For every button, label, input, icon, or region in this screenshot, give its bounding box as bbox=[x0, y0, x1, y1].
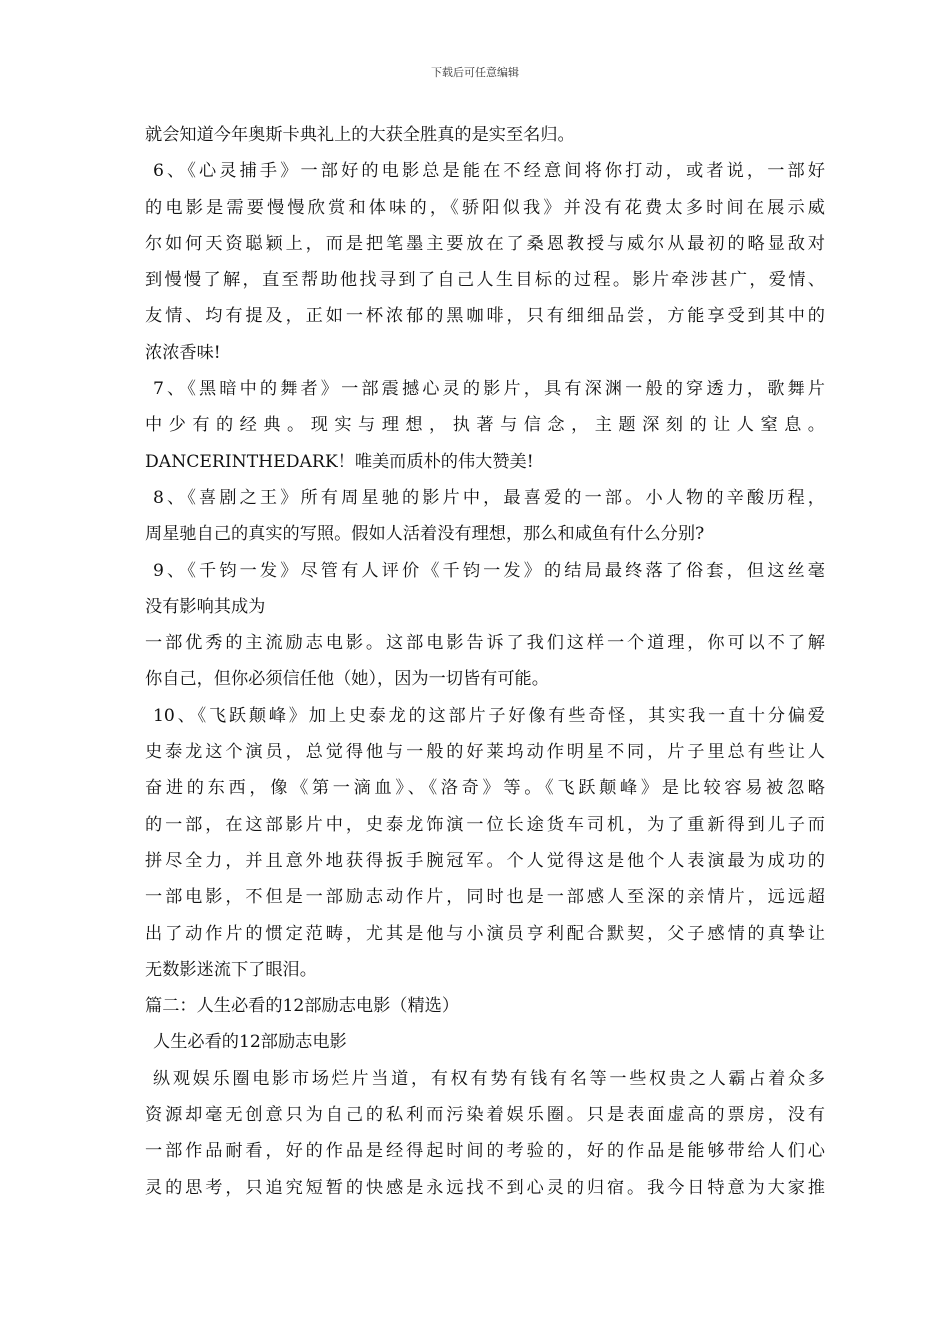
page-header: 下载后可任意编辑 bbox=[431, 66, 519, 79]
text-line: 尔如何天资聪颖上，而是把笔墨主要放在了桑恩教授与威尔从最初的略显敌对 bbox=[145, 233, 825, 254]
text-line: 9、《千钧一发》尽管有人评价《千钧一发》的结局最终落了俗套，但这丝毫 bbox=[153, 560, 825, 581]
text-line: 你自己，但你必须信任他（她），因为一切皆有可能。 bbox=[145, 669, 549, 690]
text-line: 一部优秀的主流励志电影。这部电影告诉了我们这样一个道理，你可以不了解 bbox=[145, 633, 825, 654]
text-line: DANCERINTHEDARK！唯美而质朴的伟大赞美! bbox=[145, 451, 534, 472]
text-line: 一部电影，不但是一部励志动作片，同时也是一部感人至深的亲情片，远远超 bbox=[145, 887, 825, 908]
text-line: 奋进的东西，像《第一滴血》、《洛奇》等。《飞跃颠峰》是比较容易被忽略 bbox=[145, 778, 825, 799]
text-line: 8、《喜剧之王》所有周星驰的影片中，最喜爱的一部。小人物的辛酸历程， bbox=[153, 487, 825, 508]
text-line: 10、《飞跃颠峰》加上史泰龙的这部片子好像有些奇怪，其实我一直十分偏爱 bbox=[153, 705, 825, 726]
text-line: 到慢慢了解，直至帮助他找寻到了自己人生目标的过程。影片牵涉甚广，爱情、 bbox=[145, 270, 825, 291]
text-line: 6、《心灵捕手》一部好的电影总是能在不经意间将你打动，或者说，一部好 bbox=[153, 161, 825, 182]
text-line: 周星驰自己的真实的写照。假如人活着没有理想，那么和咸鱼有什么分别? bbox=[145, 524, 705, 545]
text-line: 无数影迷流下了眼泪。 bbox=[145, 959, 317, 980]
text-line: 中少有的经典。现实与理想，执著与信念，主题深刻的让人窒息。 bbox=[145, 415, 825, 436]
text-line: 没有影响其成为 bbox=[145, 596, 266, 617]
text-line: 纵观娱乐圈电影市场烂片当道，有权有势有钱有名等一些权贵之人霸占着众多 bbox=[153, 1068, 825, 1089]
section-heading: 篇二：人生必看的12部励志电影（精选） bbox=[145, 996, 460, 1017]
text-line: 的一部，在这部影片中，史泰龙饰演一位长途货车司机，为了重新得到儿子而 bbox=[145, 814, 825, 835]
document-body bbox=[145, 117, 825, 1206]
text-line: 一部作品耐看，好的作品是经得起时间的考验的，好的作品是能够带给人们心 bbox=[145, 1141, 825, 1162]
text-line: 出了动作片的惯定范畴，尤其是他与小演员亨利配合默契，父子感情的真挚让 bbox=[145, 923, 825, 944]
text-line: 友情、均有提及，正如一杯浓郁的黑咖啡，只有细细品尝，方能享受到其中的 bbox=[145, 306, 825, 327]
section-subtitle: 人生必看的12部励志电影 bbox=[153, 1032, 347, 1053]
text-line: 就会知道今年奥斯卡典礼上的大获全胜真的是实至名归。 bbox=[145, 125, 575, 145]
text-line: 史泰龙这个演员，总觉得他与一般的好莱坞动作明星不同，片子里总有些让人 bbox=[145, 742, 825, 763]
text-line: 7、《黑暗中的舞者》一部震撼心灵的影片，具有深渊一般的穿透力，歌舞片 bbox=[153, 379, 825, 400]
text-line: 浓浓香味! bbox=[145, 342, 221, 363]
text-line: 灵的思考，只追究短暂的快感是永远找不到心灵的归宿。我今日特意为大家推 bbox=[145, 1177, 825, 1198]
text-line: 资源却毫无创意只为自己的私利而污染着娱乐圈。只是表面虚高的票房，没有 bbox=[145, 1105, 825, 1126]
text-line: 拼尽全力，并且意外地获得扳手腕冠军。个人觉得这是他个人表演最为成功的 bbox=[145, 850, 825, 871]
text-line: 的电影是需要慢慢欣赏和体味的，《骄阳似我》并没有花费太多时间在展示威 bbox=[145, 197, 825, 218]
